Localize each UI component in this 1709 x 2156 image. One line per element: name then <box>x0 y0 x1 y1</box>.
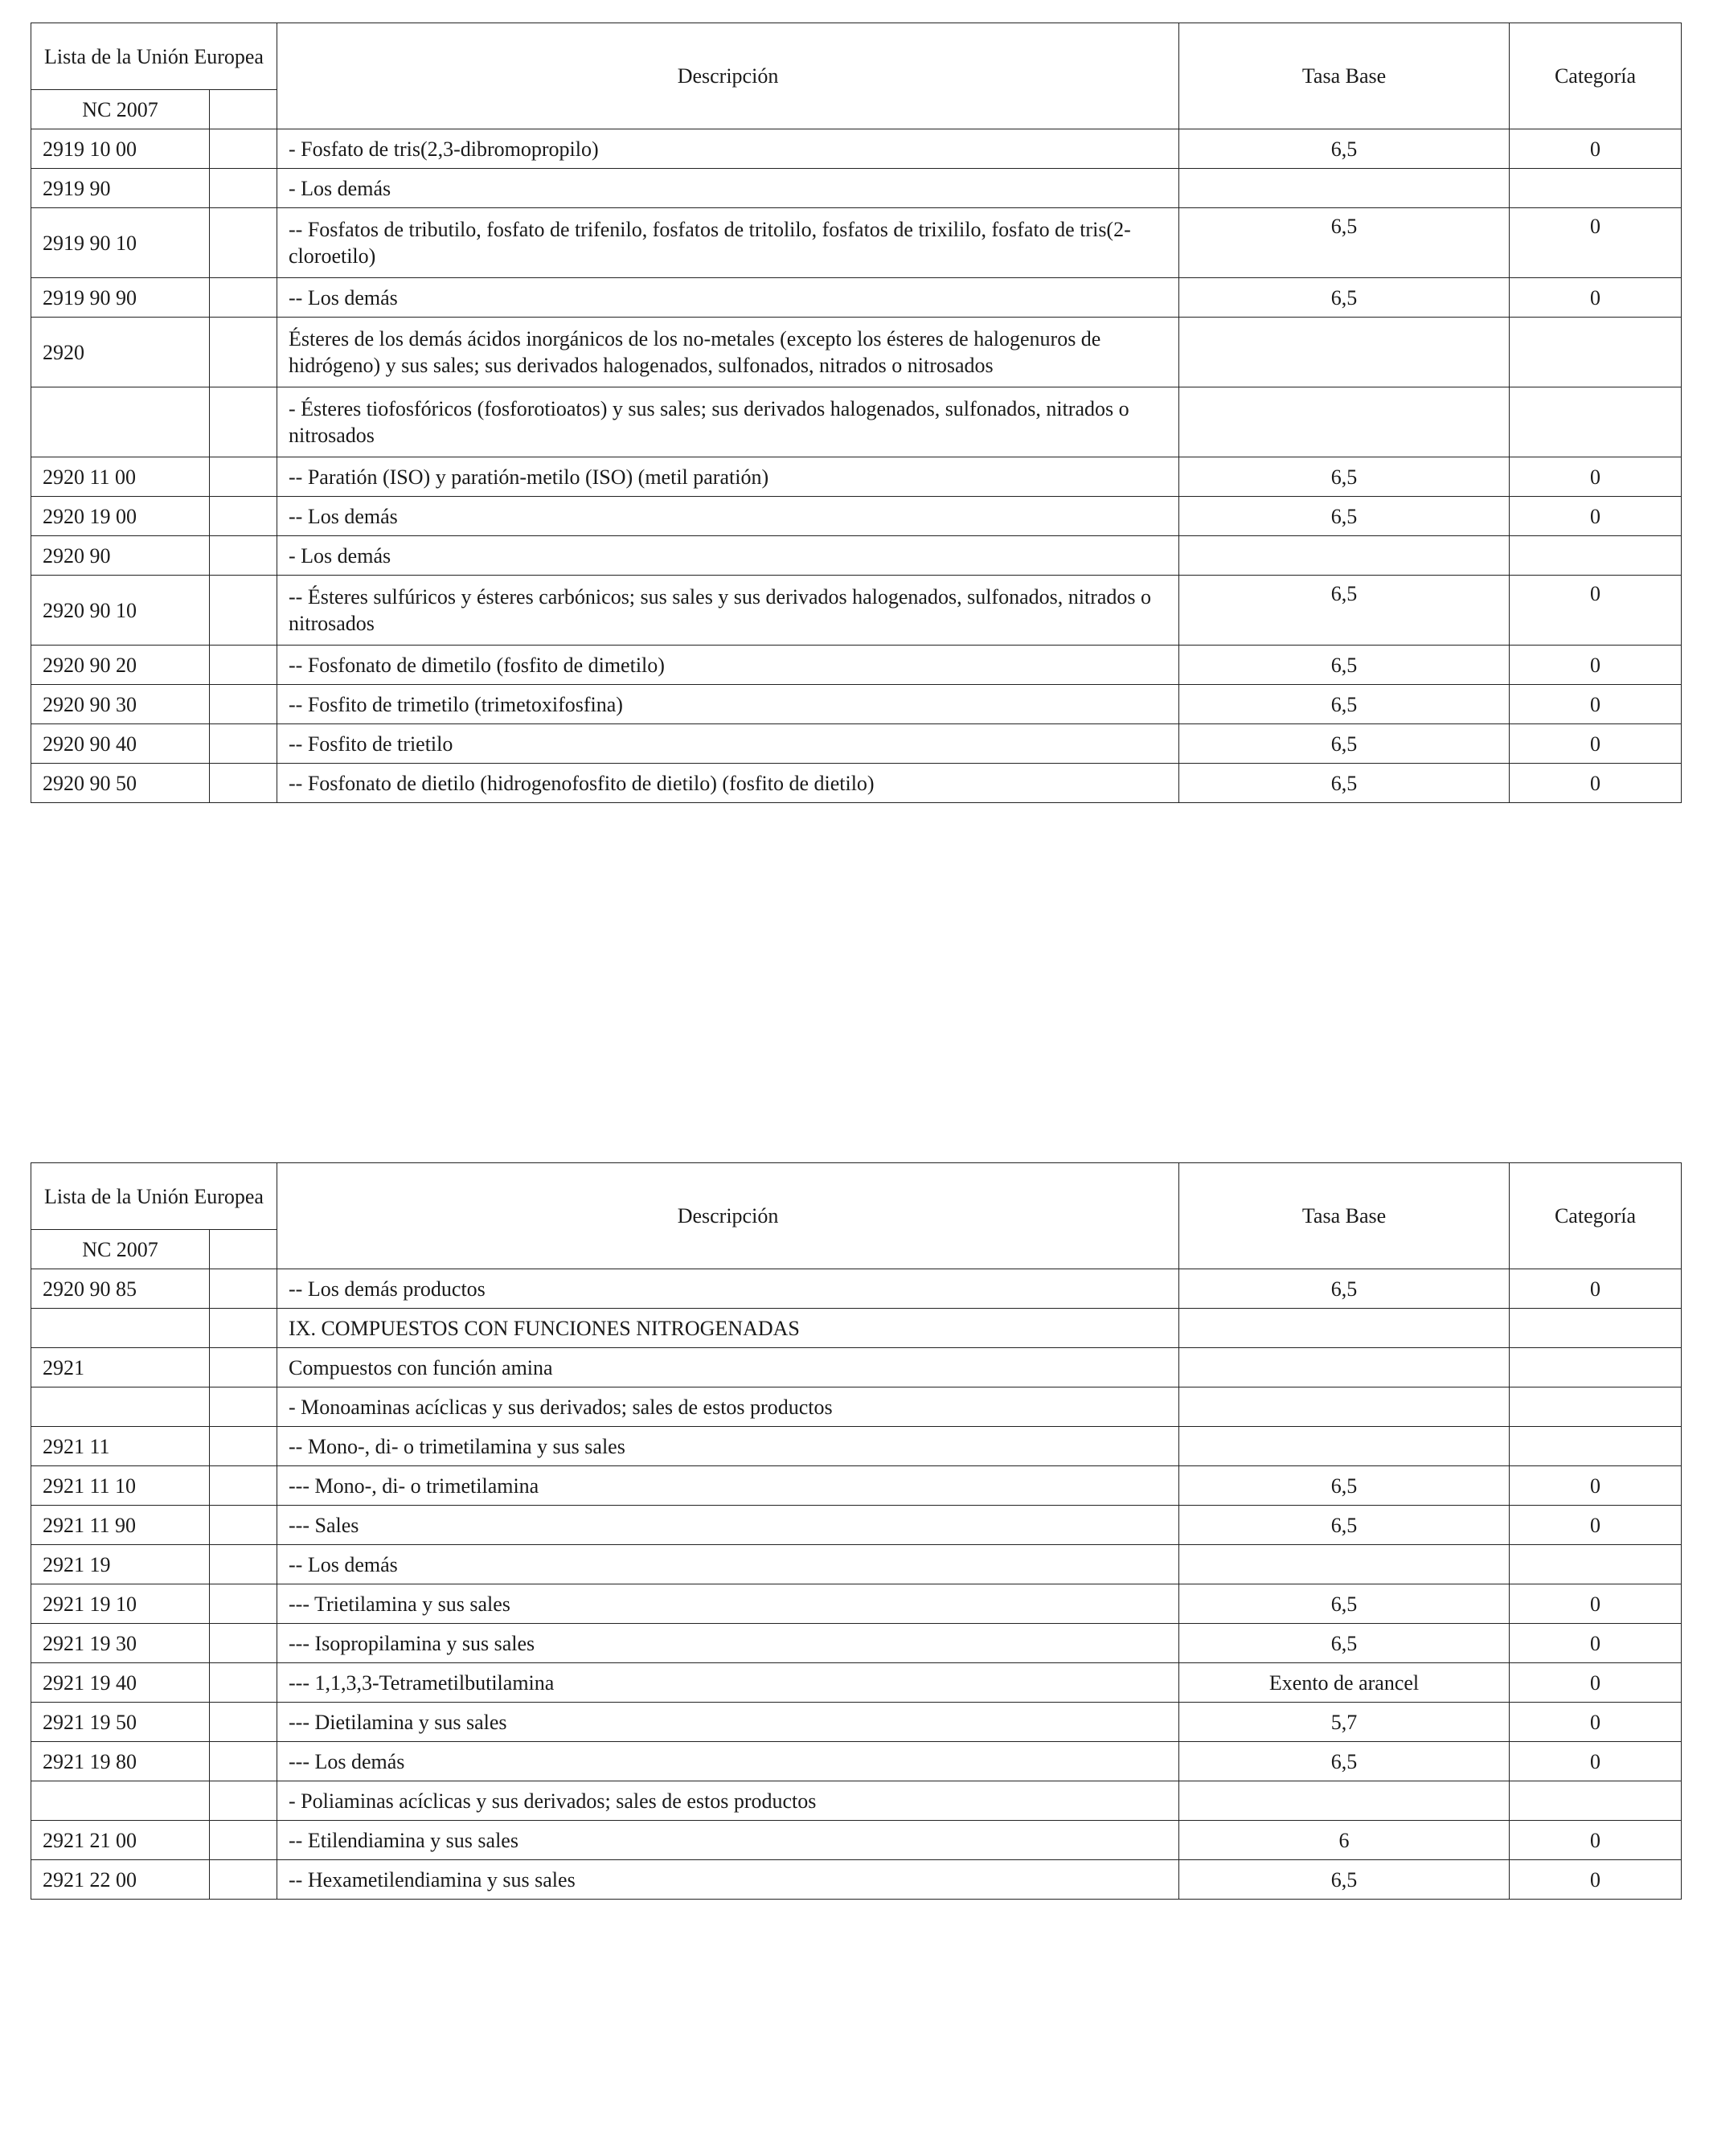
rate-cell <box>1179 169 1510 208</box>
nc-code-cell: 2921 19 30 <box>31 1624 210 1663</box>
table-row <box>31 576 1682 646</box>
description-cell: -- Fosfito de trimetilo (trimetoxifosfina) <box>277 685 1179 724</box>
description-cell: Ésteres de los demás ácidos inorgánicos de los no-metales (excepto los ésteres de halogenuros de hidrógeno) y sus sales; sus derivados halogenados, sulfonados, nitrados o nitrosados <box>277 318 1179 387</box>
nc-code-cell: 2920 90 50 <box>31 764 210 803</box>
category-cell: 0 <box>1510 208 1682 278</box>
category-cell <box>1510 1309 1682 1348</box>
rate-cell: 6,5 <box>1179 724 1510 764</box>
blank-cell <box>210 208 277 278</box>
table-row <box>31 1466 1682 1506</box>
category-cell <box>1510 1545 1682 1584</box>
header-category: Categoría <box>1510 1163 1682 1269</box>
nc-code-cell <box>31 1781 210 1821</box>
header-description: Descripción <box>277 23 1179 129</box>
description-cell: -- Fosfito de trietilo <box>277 724 1179 764</box>
nc-code-cell: 2920 11 00 <box>31 457 210 497</box>
blank-cell <box>210 1821 277 1860</box>
blank-cell <box>210 685 277 724</box>
table-row <box>31 1663 1682 1703</box>
category-cell <box>1510 1781 1682 1821</box>
description-cell: - Fosfato de tris(2,3-dibromopropilo) <box>277 129 1179 169</box>
table-row <box>31 1624 1682 1663</box>
blank-cell <box>210 764 277 803</box>
nc-code-cell <box>31 1387 210 1427</box>
nc-code-cell <box>31 387 210 457</box>
table-body-1 <box>31 129 1682 803</box>
blank-cell <box>210 1663 277 1703</box>
nc-code-cell: 2921 21 00 <box>31 1821 210 1860</box>
rate-cell: 6,5 <box>1179 1742 1510 1781</box>
category-cell <box>1510 387 1682 457</box>
rate-cell <box>1179 1545 1510 1584</box>
rate-cell <box>1179 387 1510 457</box>
category-cell <box>1510 169 1682 208</box>
header-description: Descripción <box>277 1163 1179 1269</box>
blank-cell <box>210 129 277 169</box>
rate-cell <box>1179 1387 1510 1427</box>
header-rate: Tasa Base <box>1179 1163 1510 1269</box>
header-nc: NC 2007 <box>31 1230 210 1269</box>
nc-code-cell: 2921 11 90 <box>31 1506 210 1545</box>
description-cell: - Los demás <box>277 169 1179 208</box>
blank-cell <box>210 1781 277 1821</box>
blank-cell <box>210 457 277 497</box>
description-cell: -- Hexametilendiamina y sus sales <box>277 1860 1179 1900</box>
category-cell: 0 <box>1510 1506 1682 1545</box>
rate-cell: 6,5 <box>1179 278 1510 318</box>
rate-cell: 6,5 <box>1179 1269 1510 1309</box>
table-row <box>31 724 1682 764</box>
table-row <box>31 536 1682 576</box>
rate-cell: 6,5 <box>1179 208 1510 278</box>
nc-code-cell <box>31 1309 210 1348</box>
blank-cell <box>210 1545 277 1584</box>
rate-cell: 6,5 <box>1179 646 1510 685</box>
rate-cell: 6,5 <box>1179 457 1510 497</box>
rate-cell: 6,5 <box>1179 1860 1510 1900</box>
nc-code-cell: 2920 90 30 <box>31 685 210 724</box>
category-cell: 0 <box>1510 497 1682 536</box>
category-cell <box>1510 318 1682 387</box>
header-list: Lista de la Unión Europea <box>31 1163 277 1230</box>
blank-cell <box>210 1427 277 1466</box>
blank-cell <box>210 497 277 536</box>
description-cell: -- Fosfonato de dietilo (hidrogenofosfito de dietilo) (fosfito de dietilo) <box>277 764 1179 803</box>
blank-cell <box>210 169 277 208</box>
header-nc: NC 2007 <box>31 90 210 129</box>
rate-cell: 6,5 <box>1179 1466 1510 1506</box>
description-cell: -- Los demás productos <box>277 1269 1179 1309</box>
table-row <box>31 1506 1682 1545</box>
nc-code-cell: 2921 19 <box>31 1545 210 1584</box>
category-cell: 0 <box>1510 1821 1682 1860</box>
blank-cell <box>210 1860 277 1900</box>
description-cell: -- Los demás <box>277 1545 1179 1584</box>
nc-code-cell: 2920 90 40 <box>31 724 210 764</box>
description-cell: --- Sales <box>277 1506 1179 1545</box>
table-row <box>31 1860 1682 1900</box>
blank-cell <box>210 1269 277 1309</box>
nc-code-cell: 2919 10 00 <box>31 129 210 169</box>
header-category: Categoría <box>1510 23 1682 129</box>
table-row <box>31 1781 1682 1821</box>
blank-cell <box>210 1742 277 1781</box>
nc-code-cell: 2919 90 90 <box>31 278 210 318</box>
category-cell: 0 <box>1510 1466 1682 1506</box>
table-row <box>31 1584 1682 1624</box>
category-cell: 0 <box>1510 1584 1682 1624</box>
rate-cell: 6,5 <box>1179 497 1510 536</box>
category-cell: 0 <box>1510 1269 1682 1309</box>
table-row <box>31 1742 1682 1781</box>
nc-code-cell: 2921 11 10 <box>31 1466 210 1506</box>
description-cell: -- Los demás <box>277 278 1179 318</box>
table-row <box>31 1427 1682 1466</box>
nc-code-cell: 2921 11 <box>31 1427 210 1466</box>
tariff-table-2 <box>31 1162 1682 1900</box>
description-cell: --- Trietilamina y sus sales <box>277 1584 1179 1624</box>
blank-cell <box>210 1624 277 1663</box>
description-cell: - Ésteres tiofosfóricos (fosforotioatos) y sus sales; sus derivados halogenados, sulfonados, nitrados o nitrosados <box>277 387 1179 457</box>
blank-cell <box>210 387 277 457</box>
nc-code-cell: 2921 19 10 <box>31 1584 210 1624</box>
description-cell: - Los demás <box>277 536 1179 576</box>
blank-cell <box>210 1703 277 1742</box>
blank-cell <box>210 1387 277 1427</box>
description-cell: --- Mono-, di- o trimetilamina <box>277 1466 1179 1506</box>
rate-cell: 6,5 <box>1179 1506 1510 1545</box>
rate-cell: 6,5 <box>1179 1584 1510 1624</box>
category-cell: 0 <box>1510 1624 1682 1663</box>
blank-cell <box>210 724 277 764</box>
table-row <box>31 208 1682 278</box>
blank-cell <box>210 318 277 387</box>
nc-code-cell: 2921 19 40 <box>31 1663 210 1703</box>
nc-code-cell: 2921 19 80 <box>31 1742 210 1781</box>
blank-cell <box>210 1348 277 1387</box>
table-row <box>31 1348 1682 1387</box>
category-cell: 0 <box>1510 724 1682 764</box>
nc-code-cell: 2921 <box>31 1348 210 1387</box>
category-cell: 0 <box>1510 646 1682 685</box>
rate-cell: 6 <box>1179 1821 1510 1860</box>
table-row <box>31 129 1682 169</box>
table-body-2 <box>31 1269 1682 1900</box>
rate-cell: 6,5 <box>1179 1624 1510 1663</box>
nc-code-cell: 2920 90 20 <box>31 646 210 685</box>
description-cell: --- 1,1,3,3-Tetrametilbutilamina <box>277 1663 1179 1703</box>
table-row <box>31 1269 1682 1309</box>
category-cell: 0 <box>1510 1860 1682 1900</box>
nc-code-cell: 2920 90 <box>31 536 210 576</box>
rate-cell: 5,7 <box>1179 1703 1510 1742</box>
table-row <box>31 497 1682 536</box>
blank-cell <box>210 536 277 576</box>
category-cell: 0 <box>1510 1742 1682 1781</box>
table-row <box>31 764 1682 803</box>
table-row <box>31 278 1682 318</box>
description-cell: -- Mono-, di- o trimetilamina y sus sales <box>277 1427 1179 1466</box>
category-cell: 0 <box>1510 1703 1682 1742</box>
header-blank <box>210 90 277 129</box>
category-cell: 0 <box>1510 278 1682 318</box>
rate-cell: 6,5 <box>1179 576 1510 646</box>
header-list: Lista de la Unión Europea <box>31 23 277 90</box>
nc-code-cell: 2921 19 50 <box>31 1703 210 1742</box>
table-row <box>31 318 1682 387</box>
category-cell: 0 <box>1510 1663 1682 1703</box>
description-cell: --- Los demás <box>277 1742 1179 1781</box>
rate-cell: 6,5 <box>1179 129 1510 169</box>
nc-code-cell: 2919 90 10 <box>31 208 210 278</box>
header-blank <box>210 1230 277 1269</box>
blank-cell <box>210 576 277 646</box>
rate-cell <box>1179 1348 1510 1387</box>
table-row <box>31 387 1682 457</box>
table-row <box>31 457 1682 497</box>
category-cell <box>1510 1427 1682 1466</box>
blank-cell <box>210 1584 277 1624</box>
rate-cell <box>1179 1427 1510 1466</box>
description-cell: --- Dietilamina y sus sales <box>277 1703 1179 1742</box>
table-row <box>31 685 1682 724</box>
table-row <box>31 169 1682 208</box>
table-row <box>31 1703 1682 1742</box>
rate-cell: 6,5 <box>1179 764 1510 803</box>
blank-cell <box>210 1466 277 1506</box>
category-cell: 0 <box>1510 764 1682 803</box>
description-cell: IX. COMPUESTOS CON FUNCIONES NITROGENADAS <box>277 1309 1179 1348</box>
rate-cell <box>1179 1781 1510 1821</box>
rate-cell: Exento de arancel <box>1179 1663 1510 1703</box>
table-row <box>31 1387 1682 1427</box>
description-cell: -- Ésteres sulfúricos y ésteres carbónicos; sus sales y sus derivados halogenados, sulfonados, nitrados o nitrosados <box>277 576 1179 646</box>
category-cell <box>1510 1348 1682 1387</box>
description-cell: -- Etilendiamina y sus sales <box>277 1821 1179 1860</box>
category-cell: 0 <box>1510 685 1682 724</box>
rate-cell <box>1179 1309 1510 1348</box>
description-cell: - Poliaminas acíclicas y sus derivados; sales de estos productos <box>277 1781 1179 1821</box>
category-cell: 0 <box>1510 576 1682 646</box>
description-cell: -- Fosfatos de tributilo, fosfato de trifenilo, fosfatos de tritolilo, fosfatos de trixililo, fosfato de tris(2-cloroetilo) <box>277 208 1179 278</box>
description-cell: -- Paratión (ISO) y paratión-metilo (ISO) (metil paratión) <box>277 457 1179 497</box>
description-cell: Compuestos con función amina <box>277 1348 1179 1387</box>
tariff-table-1 <box>31 23 1682 803</box>
nc-code-cell: 2920 <box>31 318 210 387</box>
blank-cell <box>210 646 277 685</box>
category-cell <box>1510 1387 1682 1427</box>
rate-cell: 6,5 <box>1179 685 1510 724</box>
category-cell: 0 <box>1510 129 1682 169</box>
description-cell: -- Fosfonato de dimetilo (fosfito de dimetilo) <box>277 646 1179 685</box>
nc-code-cell: 2919 90 <box>31 169 210 208</box>
category-cell: 0 <box>1510 457 1682 497</box>
nc-code-cell: 2920 19 00 <box>31 497 210 536</box>
nc-code-cell: 2920 90 10 <box>31 576 210 646</box>
description-cell: - Monoaminas acíclicas y sus derivados; sales de estos productos <box>277 1387 1179 1427</box>
nc-code-cell: 2920 90 85 <box>31 1269 210 1309</box>
table-row <box>31 1821 1682 1860</box>
rate-cell <box>1179 536 1510 576</box>
blank-cell <box>210 278 277 318</box>
rate-cell <box>1179 318 1510 387</box>
description-cell: -- Los demás <box>277 497 1179 536</box>
blank-cell <box>210 1309 277 1348</box>
table-row <box>31 646 1682 685</box>
table-row <box>31 1309 1682 1348</box>
table-row <box>31 1545 1682 1584</box>
description-cell: --- Isopropilamina y sus sales <box>277 1624 1179 1663</box>
category-cell <box>1510 536 1682 576</box>
blank-cell <box>210 1506 277 1545</box>
header-rate: Tasa Base <box>1179 23 1510 129</box>
nc-code-cell: 2921 22 00 <box>31 1860 210 1900</box>
